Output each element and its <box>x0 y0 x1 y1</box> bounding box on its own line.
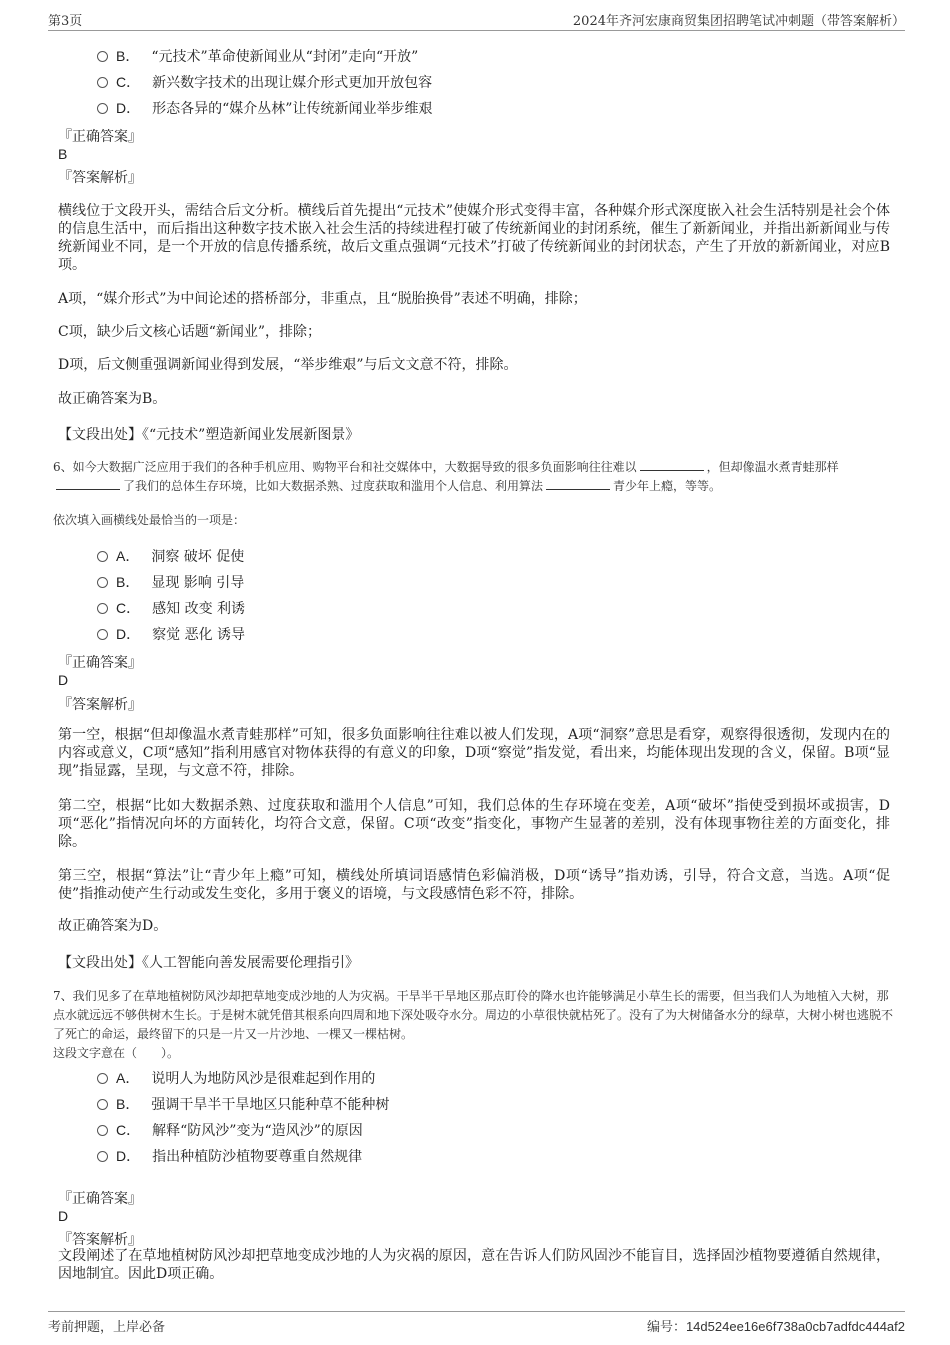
q5-analysis-p2: A项，“媒介形式”为中间论述的搭桥部分，非重点，且“脱胎换骨”表述不明确，排除； <box>58 291 587 307</box>
q6-analysis-label: 『答案解析』 <box>58 697 142 713</box>
q6-option-b[interactable]: B． 显现 影响 引导 <box>97 572 244 592</box>
q5-answer: B <box>58 146 68 162</box>
q6-answer: D <box>58 672 69 688</box>
radio-icon[interactable] <box>97 1099 108 1110</box>
radio-icon[interactable] <box>97 1073 108 1084</box>
q7-answer-label: 『正确答案』 <box>58 1191 142 1207</box>
q6-analysis-p1: 第一空，根据“但却像温水煮青蛙那样”可知，很多负面影响往往难以被人们发现，A项“洞察”意思是看穿，观察得很透彻，发现内在的内容或意义，C项“感知”指利用感官对物体获得的有意义的印象，D项“察觉”指发觉，看出来，均能体现出发现的含义，保留。B项“显现”指显露，呈现，与文意不符，排除。 <box>58 727 890 779</box>
footer-slogan: 考前押题，上岸必备 <box>48 1320 166 1335</box>
q5-analysis-p4: D项，后文侧重强调新闻业得到发展，“举步维艰”与后文文意不符，排除。 <box>58 357 518 373</box>
radio-icon[interactable] <box>97 103 108 114</box>
radio-icon[interactable] <box>97 1125 108 1136</box>
q5-analysis-label: 『答案解析』 <box>58 170 142 186</box>
q6-analysis-p4: 故正确答案为D。 <box>58 918 168 934</box>
blank-2 <box>56 477 120 490</box>
page-number: 第3页 <box>48 14 83 29</box>
q5-analysis-p5: 故正确答案为B。 <box>58 391 167 407</box>
q7-option-a[interactable]: A． 说明人为地防风沙是很难起到作用的 <box>97 1068 375 1088</box>
blank-3 <box>546 477 610 490</box>
q7-prompt: 这段文字意在（ ）。 <box>53 1046 180 1060</box>
radio-icon[interactable] <box>97 603 108 614</box>
q7-option-c[interactable]: C． 解释“防风沙”变为“造风沙”的原因 <box>97 1120 363 1140</box>
q6-option-c[interactable]: C． 感知 改变 利诱 <box>97 598 245 618</box>
q7-stem: 7、我们见多了在草地植树防风沙却把草地变成沙地的人为灾祸。干旱半干旱地区那点盯伶的降水也许能够满足小草生长的需要，但当我们人为地植入大树，那点水就远远不够供树木生长。于是树木就凭借其根系向四周和地下深处吸夺水分。周边的小草很快就枯死了。没有了为大树储备水分的绿草，大树小树也逃脱不了死亡的命运，最终留下的只是一片又一片沙地、一棵又一棵枯树。 <box>53 989 894 1041</box>
q7-analysis: 文段阐述了在草地植树防风沙却把草地变成沙地的人为灾祸的原因，意在告诉人们防风固沙不能盲目，选择固沙植物要遵循自然规律，因地制宜。因此D项正确。 <box>58 1248 890 1282</box>
q6-analysis-p2: 第二空，根据“比如大数据杀熟、过度获取和滥用个人信息”可知，我们总体的生存环境在变差，A项“破坏”指使受到损坏或损害，D项“恶化”指情况向坏的方面转化，均符合文意，保留。C项“改变”指变化，事物产生显著的差别，没有体现事物往差的方面变化，排除。 <box>58 798 890 850</box>
radio-icon[interactable] <box>97 577 108 588</box>
q6-analysis-p3: 第三空，根据“算法”让“青少年上瘾”可知，横线处所填词语感情色彩偏消极，D项“诱导”指劝诱，引导，符合文意，当选。A项“促使”指推动使产生行动或发生变化，多用于褒义的语境，与文段感情色彩不符，排除。 <box>58 868 890 902</box>
page-footer <box>48 1311 905 1336</box>
q7-answer: D <box>58 1208 69 1224</box>
page-header <box>48 8 905 31</box>
q7-analysis-label: 『答案解析』 <box>58 1232 142 1248</box>
q5-source: 【文段出处】《“元技术”塑造新闻业发展新图景》 <box>58 427 360 443</box>
radio-icon[interactable] <box>97 51 108 62</box>
q5-answer-label: 『正确答案』 <box>58 129 142 145</box>
radio-icon[interactable] <box>97 629 108 640</box>
q6-option-d[interactable]: D． 察觉 恶化 诱导 <box>97 624 245 644</box>
q5-analysis-p3: C项，缺少后文核心话题“新闻业”，排除； <box>58 324 322 340</box>
q6-stem: 6、如今大数据广泛应用于我们的各种手机应用、购物平台和社交媒体中，大数据导致的很多负面影响往往难以 ，但却像温水煮青蛙那样了我们的总体生存环境，比如大数据杀熟、过度获取和滥用个人信息、利用算法 青少年上瘾，等等。 <box>53 460 839 493</box>
q5-option-c[interactable]: C． 新兴数字技术的出现让媒介形式更加开放包容 <box>97 72 432 92</box>
radio-icon[interactable] <box>97 77 108 88</box>
q7-option-d[interactable]: D． 指出种植防沙植物要尊重自然规律 <box>97 1146 362 1166</box>
q5-option-d[interactable]: D． 形态各异的“媒介丛林”让传统新闻业举步维艰 <box>97 98 432 118</box>
document-title: 2024年齐河宏康商贸集团招聘笔试冲刺题（带答案解析） <box>572 14 905 29</box>
radio-icon[interactable] <box>97 1151 108 1162</box>
q6-prompt: 依次填入画横线处最恰当的一项是： <box>53 513 246 527</box>
q5-analysis-p1: 横线位于文段开头，需结合后文分析。横线后首先提出“元技术”使媒介形式变得丰富，各种媒介形式深度嵌入社会生活特别是社会个体的信息生活中，而后指出这种数字技术嵌入社会生活的持续进程打破了传统新闻业的封闭系统，催生了新新闻业，并指出新新闻业与传统新闻业不同，是一个开放的信息传播系统，故后文重点强调“元技术”打破了传统新闻业的封闭状态，产生了开放的新新闻业，对应B项。 <box>58 203 890 273</box>
q6-option-a[interactable]: A． 洞察 破坏 促使 <box>97 546 244 566</box>
radio-icon[interactable] <box>97 551 108 562</box>
footer-code: 编号：14d524ee16e6f738a0cb7adfdc444af2 <box>646 1319 905 1335</box>
q6-answer-label: 『正确答案』 <box>58 655 142 671</box>
q7-option-b[interactable]: B． 强调干旱半干旱地区只能种草不能种树 <box>97 1094 389 1114</box>
blank-1 <box>640 458 704 471</box>
q6-source: 【文段出处】《人工智能向善发展需要伦理指引》 <box>58 955 359 971</box>
q5-option-b[interactable]: B． “元技术”革命使新闻业从“封闭”走向“开放” <box>97 46 418 66</box>
